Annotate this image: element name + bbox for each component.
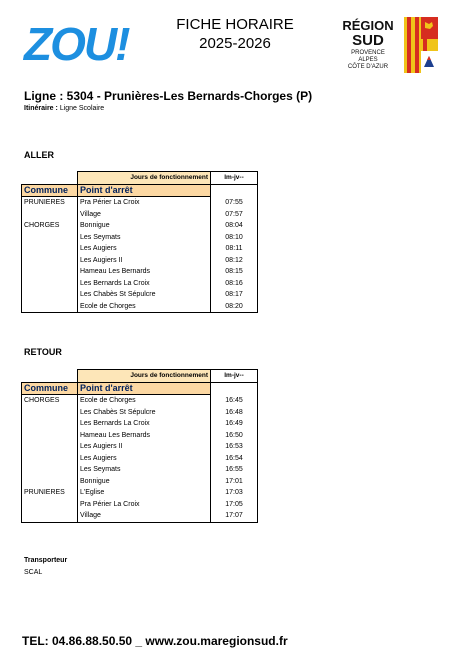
table-row: [22, 243, 258, 255]
title-line-2: 2025-2026: [199, 35, 271, 52]
stop-commune: [22, 464, 78, 476]
table-row: [22, 441, 258, 453]
aller-section-title: ALLER: [24, 150, 54, 160]
itinerary: [24, 105, 104, 112]
stop-commune: [22, 209, 78, 221]
table-row: [22, 289, 258, 301]
stop-time: 08:20: [211, 301, 258, 313]
table-row: [22, 453, 258, 465]
stop-name: Les Chabès St Sépulcre: [78, 407, 211, 419]
stop-time: 16:50: [211, 430, 258, 442]
itinerary-value: Ligne Scolaire: [59, 105, 105, 112]
region-coat-of-arms-icon: [404, 17, 438, 73]
table-row: [22, 407, 258, 419]
stop-name: Village: [78, 209, 211, 221]
stop-commune: [22, 243, 78, 255]
stop-commune: [22, 441, 78, 453]
table-row: [22, 197, 258, 209]
stop-time: 16:55: [211, 464, 258, 476]
stop-name: L'Eglise: [78, 487, 211, 499]
stop-name: Les Augiers: [78, 243, 211, 255]
stop-time: 16:54: [211, 453, 258, 465]
aller-column-header: [22, 184, 258, 197]
table-row: [22, 510, 258, 522]
table-row: [22, 499, 258, 511]
retour-col-arret: Point d'arrêt: [78, 382, 211, 395]
table-row: [22, 220, 258, 232]
table-row: [22, 209, 258, 221]
retour-section-title: RETOUR: [24, 347, 62, 357]
stop-name: Ecole de Chorges: [78, 395, 211, 407]
stop-commune: [22, 278, 78, 290]
region-logo-line4: ALPES: [358, 57, 378, 63]
zou-logo: [22, 18, 150, 66]
table-row: [22, 232, 258, 244]
stop-time: 08:17: [211, 289, 258, 301]
stop-name: Bonnigue: [78, 220, 211, 232]
region-sud-logo: [330, 12, 442, 78]
transporteur-value: SCAL: [24, 569, 43, 576]
stop-time: 17:03: [211, 487, 258, 499]
region-logo-line1: RÉGION: [342, 18, 394, 33]
stop-commune: [22, 418, 78, 430]
itinerary-label: Itinéraire :: [24, 105, 58, 112]
stop-name: Ecole de Chorges: [78, 301, 211, 313]
aller-col-arret: Point d'arrêt: [78, 184, 211, 197]
stop-name: Les Augiers: [78, 453, 211, 465]
stop-commune: [22, 430, 78, 442]
stop-time: 17:07: [211, 510, 258, 522]
aller-timetable: [21, 171, 258, 313]
retour-jours-label: Jours de fonctionnement: [78, 370, 211, 383]
table-row: [22, 278, 258, 290]
region-logo-line5: CÔTE D'AZUR: [347, 64, 389, 70]
stop-time: 08:16: [211, 278, 258, 290]
table-row: [22, 418, 258, 430]
stop-time: 07:55: [211, 197, 258, 209]
stop-commune: PRUNIERES: [22, 197, 78, 209]
stop-name: Pra Périer La Croix: [78, 197, 211, 209]
stop-time: 17:01: [211, 476, 258, 488]
stop-time: 08:10: [211, 232, 258, 244]
stop-commune: [22, 289, 78, 301]
stop-commune: [22, 301, 78, 313]
stop-commune: CHORGES: [22, 395, 78, 407]
zou-logo-text: ZOU!: [24, 18, 129, 66]
stop-time: 16:49: [211, 418, 258, 430]
table-row: [22, 266, 258, 278]
retour-days-header: [22, 370, 258, 383]
table-row: [22, 395, 258, 407]
aller-days-header: [22, 172, 258, 185]
stop-time: 08:12: [211, 255, 258, 267]
stop-time: 07:57: [211, 209, 258, 221]
aller-jours-label: Jours de fonctionnement: [78, 172, 211, 185]
stop-name: Les Augiers II: [78, 441, 211, 453]
aller-col-commune: Commune: [22, 184, 78, 197]
aller-days-code: lm-jv--: [211, 172, 258, 185]
retour-column-header: [22, 382, 258, 395]
line-title: Ligne : 5304 - Prunières-Les Bernards-Chorges (P): [24, 89, 313, 103]
stop-time: 08:11: [211, 243, 258, 255]
table-row: [22, 430, 258, 442]
retour-col-commune: Commune: [22, 382, 78, 395]
stop-commune: [22, 407, 78, 419]
table-row: [22, 255, 258, 267]
stop-commune: [22, 499, 78, 511]
region-logo-line3: PROVENCE: [351, 50, 385, 56]
stop-name: Bonnigue: [78, 476, 211, 488]
footer-contact: TEL: 04.86.88.50.50 _ www.zou.maregionsud.fr: [22, 634, 288, 648]
stop-name: Les Chabès St Sépulcre: [78, 289, 211, 301]
stop-name: Les Seymats: [78, 232, 211, 244]
stop-commune: [22, 232, 78, 244]
stop-time: 08:04: [211, 220, 258, 232]
stop-name: Les Seymats: [78, 464, 211, 476]
stop-commune: [22, 476, 78, 488]
stop-time: 16:48: [211, 407, 258, 419]
table-row: [22, 301, 258, 313]
document-title: [160, 15, 310, 53]
stop-time: 17:05: [211, 499, 258, 511]
table-row: [22, 476, 258, 488]
retour-days-code: lm-jv--: [211, 370, 258, 383]
table-row: [22, 464, 258, 476]
stop-commune: [22, 255, 78, 267]
stop-commune: [22, 510, 78, 522]
stop-name: Les Bernards La Croix: [78, 418, 211, 430]
title-line-1: FICHE HORAIRE: [176, 16, 294, 33]
stop-name: Hameau Les Bernards: [78, 430, 211, 442]
stop-name: Les Bernards La Croix: [78, 278, 211, 290]
retour-timetable: [21, 369, 258, 523]
region-logo-line2: SUD: [352, 32, 384, 49]
stop-time: 08:15: [211, 266, 258, 278]
stop-commune: PRUNIERES: [22, 487, 78, 499]
transporteur-label: Transporteur: [24, 557, 68, 564]
stop-name: Pra Périer La Croix: [78, 499, 211, 511]
stop-commune: CHORGES: [22, 220, 78, 232]
stop-name: Hameau Les Bernards: [78, 266, 211, 278]
stop-time: 16:45: [211, 395, 258, 407]
stop-commune: [22, 266, 78, 278]
table-row: [22, 487, 258, 499]
stop-time: 16:53: [211, 441, 258, 453]
stop-name: Village: [78, 510, 211, 522]
stop-name: Les Augiers II: [78, 255, 211, 267]
stop-commune: [22, 453, 78, 465]
